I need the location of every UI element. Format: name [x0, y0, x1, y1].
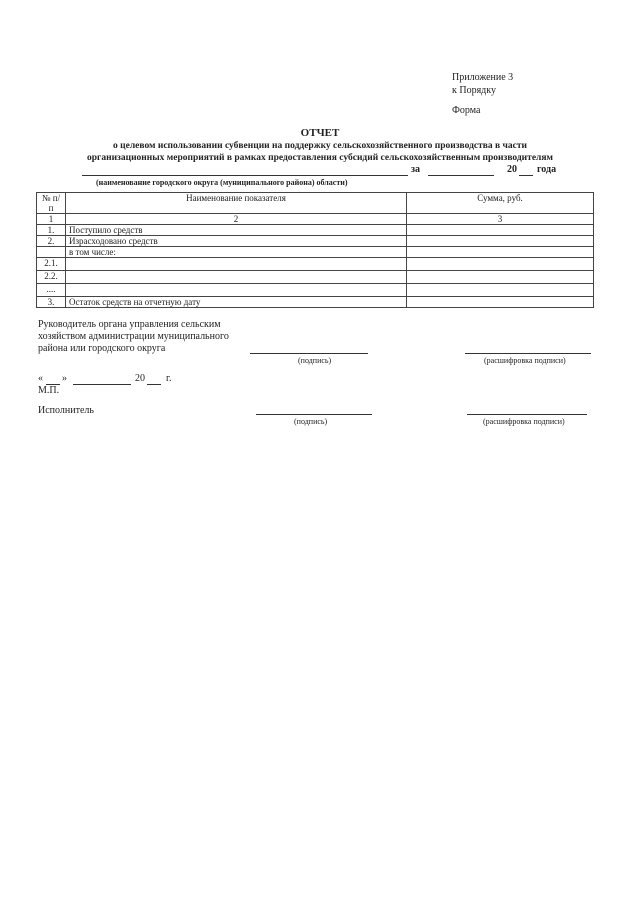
date-open-quote: « — [38, 373, 43, 384]
row-num: .... — [37, 284, 66, 297]
executor-decode-line[interactable] — [467, 414, 587, 415]
table-header-row — [37, 193, 594, 214]
row-num — [37, 247, 66, 258]
row-sum[interactable] — [407, 271, 594, 284]
head-line2: хозяйством администрации муниципального — [38, 331, 229, 342]
row-name: в том числе: — [66, 247, 407, 258]
executor-signature-line[interactable] — [256, 414, 372, 415]
title-line2: организационных мероприятий в рамках предоставления субсидий сельскохозяйственным производителям — [87, 153, 553, 163]
row-num: 3. — [37, 297, 66, 308]
head-signature-line[interactable] — [250, 353, 368, 354]
row-name[interactable] — [66, 271, 407, 284]
row-name[interactable] — [66, 284, 407, 297]
numbering-1: 1 — [37, 214, 66, 225]
appendix-line1: Приложение 3 — [452, 72, 514, 83]
table-row — [37, 225, 594, 236]
head-line1: Руководитель органа управления сельским — [38, 319, 221, 330]
table-row — [37, 236, 594, 247]
form-label: Форма — [452, 105, 481, 116]
row-num: 1. — [37, 225, 66, 236]
head-decode-caption: (расшифровка подписи) — [484, 356, 566, 365]
row-num: 2. — [37, 236, 66, 247]
numbering-2: 2 — [66, 214, 407, 225]
table-row — [37, 284, 594, 297]
row-sum[interactable] — [407, 225, 594, 236]
year-suffix: года — [537, 164, 557, 175]
row-name[interactable] — [66, 258, 407, 271]
head-signatory — [38, 319, 229, 355]
district-blank-line[interactable] — [82, 175, 408, 176]
head-decode-line[interactable] — [465, 353, 591, 354]
row-sum[interactable] — [407, 284, 594, 297]
title-line1: о целевом использовании субвенции на поддержку сельскохозяйственного производства в части — [113, 141, 527, 151]
numbering-3: 3 — [407, 214, 594, 225]
table-row — [37, 247, 594, 258]
mp-label: М.П. — [38, 385, 60, 396]
year-blank-line[interactable] — [519, 175, 533, 176]
row-name: Поступило средств — [66, 225, 407, 236]
date-close-quote: » — [62, 373, 67, 384]
table-row — [37, 297, 594, 308]
table-numbering-row — [37, 214, 594, 225]
year-prefix: 20 — [507, 164, 517, 175]
date-year-line[interactable] — [147, 384, 161, 385]
row-sum[interactable] — [407, 236, 594, 247]
row-num: 2.2. — [37, 271, 66, 284]
table-row — [37, 258, 594, 271]
table-row — [37, 271, 594, 284]
head-signature-caption: (подпись) — [298, 356, 332, 365]
date-g: г. — [166, 373, 172, 384]
row-num: 2.1. — [37, 258, 66, 271]
executor-label: Исполнитель — [38, 405, 94, 416]
header-num: № п/п — [37, 193, 66, 214]
period-blank-line[interactable] — [428, 175, 494, 176]
za-label: за — [411, 164, 421, 175]
report-table — [36, 192, 594, 308]
report-title: ОТЧЕТ — [300, 127, 340, 139]
executor-signature-caption: (подпись) — [294, 417, 328, 426]
row-sum[interactable] — [407, 258, 594, 271]
row-sum[interactable] — [407, 297, 594, 308]
appendix-note — [452, 71, 513, 97]
row-name: Израсходовано средств — [66, 236, 407, 247]
date-year-prefix: 20 — [135, 373, 145, 384]
header-sum: Сумма, руб. — [407, 193, 594, 214]
row-sum[interactable] — [407, 247, 594, 258]
header-name: Наименование показателя — [66, 193, 407, 214]
appendix-line2: к Порядку — [452, 85, 496, 96]
row-name: Остаток средств на отчетную дату — [66, 297, 407, 308]
date-month-line[interactable] — [73, 384, 131, 385]
district-caption: (наименование городского округа (муниципального района) области) — [96, 178, 348, 187]
head-line3: района или городского округа — [38, 343, 166, 354]
executor-decode-caption: (расшифровка подписи) — [483, 417, 565, 426]
